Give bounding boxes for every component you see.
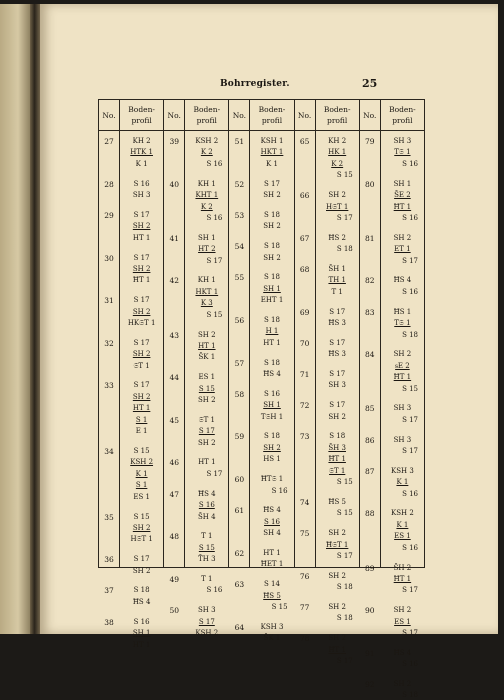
soil-profile-line: SH 2: [393, 350, 412, 359]
soil-profile-line: K 1: [266, 159, 278, 168]
soil-profile-line: S 17: [133, 253, 150, 262]
soil-profile-column: [250, 131, 293, 643]
soil-profile-line: SH 2: [132, 264, 151, 273]
soil-profile-line: K 3: [200, 299, 213, 308]
header-no: No.: [294, 100, 315, 131]
soil-profile-line: ĦS 5: [328, 497, 346, 506]
bore-number-column: [99, 131, 119, 627]
soil-profile-line: S 15: [336, 509, 353, 518]
bore-number: 79: [365, 137, 375, 146]
soil-profile-line: KH 1: [197, 179, 216, 188]
bore-number: 68: [299, 264, 310, 274]
soil-profile-line: SH 1: [393, 179, 412, 188]
bore-number: 84: [365, 350, 375, 360]
soil-profile-line: S 15: [198, 543, 215, 552]
soil-profile-line: K 1: [396, 478, 409, 487]
soil-profile-line: S 1: [135, 481, 148, 490]
soil-profile-line: T 1: [331, 287, 343, 296]
soil-profile-line: K 2: [200, 202, 213, 211]
bore-number: 42: [169, 276, 179, 286]
soil-profile-line: S 14: [264, 580, 280, 589]
soil-profile-line: HT 2: [198, 245, 216, 254]
soil-profile-line: S 16: [402, 543, 418, 552]
soil-profile-line: SH 2: [328, 571, 346, 580]
header-no: No.: [359, 100, 380, 131]
soil-profile-line: S 17: [336, 657, 353, 666]
soil-profile-line: KH 2: [132, 137, 151, 145]
bore-number: 34: [104, 447, 114, 456]
bore-number: 75: [299, 529, 310, 539]
soil-profile-line: T𝔖H 1: [260, 412, 284, 421]
facing-page-edge: [0, 4, 30, 634]
bore-number: 28: [104, 179, 114, 189]
soil-profile-line: HS 1: [263, 455, 281, 464]
soil-profile-line: SH 2: [198, 438, 216, 447]
soil-profile-line: S 17: [133, 381, 150, 390]
bore-number: 82: [365, 276, 375, 286]
header-bodenprofil: Boden- profil: [315, 100, 359, 131]
soil-profile-line: S 17: [133, 296, 150, 305]
soil-profile-line: ĦS 4: [198, 489, 216, 498]
soil-profile-line: S 17: [402, 586, 418, 595]
soil-profile-line: SH 2: [132, 350, 151, 359]
soil-profile-line: SH 2: [132, 524, 151, 532]
soil-profile-line: ĦS 4: [393, 276, 412, 285]
bore-number: 44: [169, 373, 179, 383]
soil-profile-line: SH 3: [393, 435, 412, 444]
soil-profile-line: ET 1: [394, 245, 411, 254]
soil-profile-line: S 18: [264, 432, 280, 441]
bore-number: 88: [365, 509, 375, 519]
running-head: Bohrregister.: [220, 79, 290, 89]
soil-profile-line: S 16: [264, 517, 280, 526]
soil-profile-line: S 17: [402, 447, 418, 455]
bore-number: 54: [234, 242, 245, 252]
bore-number: 43: [169, 330, 179, 340]
soil-profile-line: S̄E 2: [394, 191, 411, 200]
bore-number: 85: [365, 404, 375, 414]
bore-number: 60: [234, 475, 245, 485]
soil-profile-line: S 16: [271, 486, 288, 495]
soil-profile-line: S 15: [336, 171, 353, 180]
soil-profile-line: S 17: [206, 256, 223, 265]
bore-number: 46: [169, 458, 179, 468]
soil-profile-line: K 1: [396, 520, 409, 529]
bore-number: 55: [234, 273, 245, 283]
soil-profile-line: S 17: [329, 338, 346, 347]
soil-profile-line: KSH 3: [260, 622, 284, 631]
soil-profile-line: S 17: [402, 256, 418, 265]
soil-profile-line: S 17: [133, 555, 150, 564]
soil-profile-line: K 2: [331, 159, 344, 168]
soil-profile-line: HKT 1: [195, 287, 219, 296]
soil-profile-line: S 16: [402, 287, 418, 296]
soil-profile-line: KSH 2: [391, 509, 414, 518]
soil-profile-line: S 16: [402, 660, 418, 669]
bore-number: 50: [169, 606, 179, 616]
soil-profile-line: E 1: [135, 427, 148, 436]
soil-profile-line: S 17: [264, 179, 280, 188]
soil-profile-line: ES 1: [394, 617, 411, 626]
soil-profile-line: HTK 1: [130, 148, 153, 157]
soil-profile-line: S 17: [329, 307, 346, 316]
soil-profile-line: KHT 1: [195, 191, 219, 200]
soil-profile-line: KSH 2: [130, 458, 154, 467]
soil-profile-line: SH 3: [328, 381, 346, 390]
soil-profile-line: KH 2: [328, 137, 347, 145]
bore-number: 51: [234, 137, 245, 146]
bore-number-column: [360, 131, 380, 689]
soil-profile-line: ĦS 3: [328, 319, 346, 328]
soil-profile-line: ĦT 1: [393, 574, 412, 583]
soil-profile-line: HKT 1: [260, 148, 284, 157]
bore-number: 35: [104, 512, 114, 522]
soil-profile-line: ĦS 4: [263, 506, 281, 515]
soil-profile-line: S 18: [264, 273, 280, 282]
soil-profile-line: S 17: [198, 617, 215, 626]
soil-profile-line: ES 1: [198, 373, 216, 382]
soil-profile-line: SH 2: [198, 330, 216, 339]
bore-number: 90: [365, 606, 375, 616]
soil-profile-line: ĦS 4: [393, 648, 412, 657]
header-bodenprofil: Boden- profil: [250, 100, 294, 131]
soil-profile-line: SH 2: [393, 233, 412, 242]
bore-number: 38: [104, 617, 114, 627]
soil-profile-line: S 17: [198, 427, 215, 436]
soil-profile-line: S̄H 4: [198, 512, 216, 521]
soil-profile-line: SH 2: [393, 606, 412, 615]
bore-number: 39: [169, 137, 179, 146]
soil-profile-column: [381, 131, 424, 700]
soil-profile-line: HT 1: [198, 458, 216, 467]
soil-profile-line: S 16: [133, 617, 150, 626]
soil-profile-line: SH 2: [132, 392, 151, 401]
soil-profile-line: T̄H 3: [198, 555, 216, 564]
soil-profile-line: T 1: [201, 532, 213, 541]
soil-profile-line: SH 4: [263, 529, 281, 538]
soil-profile-column: [316, 131, 359, 666]
table-body-row: [99, 131, 425, 568]
soil-profile-line: ĦS 3: [328, 350, 346, 359]
bore-number: 33: [104, 381, 114, 391]
soil-profile-line: S 15: [133, 512, 150, 521]
soil-profile-line: EHT 1: [260, 296, 284, 305]
soil-profile-line: HT 1: [132, 233, 151, 242]
bore-number: 61: [234, 506, 245, 516]
bore-number: 36: [104, 555, 114, 565]
soil-profile-line: 𝔖T 1: [133, 361, 150, 370]
header-bodenprofil: Boden- profil: [120, 100, 164, 131]
soil-profile-line: ĦS 4: [263, 370, 281, 378]
book-page: [40, 4, 498, 700]
bore-number: 91: [365, 648, 375, 658]
soil-profile-line: S 15: [271, 603, 288, 611]
book-gutter: [30, 4, 40, 634]
soil-profile-line: SH 2: [328, 603, 346, 611]
soil-profile-line: HT 1: [132, 404, 151, 413]
soil-profile-line: S 17: [133, 210, 150, 219]
bore-number: 67: [299, 233, 310, 243]
soil-profile-line: S 16: [206, 214, 223, 222]
soil-profile-line: S 18: [264, 242, 280, 251]
soil-profile-line: ĦS 4: [132, 597, 151, 606]
soil-profile-line: S 15: [133, 447, 150, 455]
soil-profile-line: KSH 1: [260, 137, 284, 145]
soil-profile-line: S 15: [336, 478, 353, 487]
soil-profile-line: KSH 2: [195, 629, 219, 638]
soil-profile-line: SH 3: [393, 404, 412, 413]
soil-profile-line: S 16: [402, 489, 418, 498]
soil-profile-line: HK 1: [328, 148, 347, 157]
soil-profile-line: K 2: [200, 148, 213, 157]
soil-profile-line: S 17: [206, 469, 223, 478]
soil-profile-line: SH 2: [328, 634, 346, 643]
soil-profile-line: ĦS 5: [263, 591, 281, 600]
soil-profile-line: S 15: [198, 384, 215, 393]
bore-number: 73: [299, 432, 310, 442]
soil-profile-line: SH 1: [132, 629, 151, 638]
soil-profile-line: SH 2: [132, 566, 151, 575]
soil-profile-line: HK𝔖T 1: [127, 319, 156, 328]
soil-profile-line: S 1: [135, 415, 148, 424]
soil-profile-line: S 16: [133, 179, 150, 188]
bore-number: 86: [365, 435, 375, 445]
soil-profile-line: KSH 2: [195, 137, 219, 145]
bore-number: 27: [104, 137, 114, 146]
soil-profile-line: ᵴE 2: [395, 361, 410, 370]
bore-number: 31: [104, 296, 114, 306]
soil-profile-line: S 16: [206, 586, 223, 595]
bore-number: 72: [299, 401, 310, 411]
soil-profile-line: S̄H 2: [393, 563, 412, 572]
bore-number: 66: [299, 191, 310, 201]
soil-profile-line: S 15: [206, 310, 223, 319]
bore-number: 49: [169, 574, 179, 584]
soil-profile-column: [120, 131, 163, 649]
soil-profile-line: HT 1: [263, 548, 281, 557]
soil-profile-column: [185, 131, 228, 638]
bore-number: 57: [234, 358, 245, 368]
header-no: No.: [99, 100, 120, 131]
soil-profile-line: SH 2: [328, 412, 346, 421]
soil-profile-line: S 15: [402, 384, 418, 393]
bore-number: 56: [234, 315, 245, 325]
soil-profile-line: SH 2: [132, 222, 151, 231]
soil-profile-line: H𝔖T 1: [326, 202, 349, 211]
soil-profile-line: S 16: [206, 159, 223, 168]
soil-profile-line: S 17: [329, 401, 346, 410]
table-header-row: [99, 100, 425, 131]
bore-register-table: [98, 99, 425, 700]
soil-profile-line: ĦT 1: [328, 645, 346, 654]
bore-number: 76: [299, 571, 310, 581]
soil-profile-line: K 1: [135, 469, 148, 478]
bore-number: 87: [365, 466, 375, 476]
bore-number: 77: [299, 603, 310, 612]
soil-profile-line: S 16: [402, 159, 418, 168]
soil-profile-line: SH 2: [198, 396, 216, 405]
soil-profile-line: ĦT𝔖 1: [260, 475, 284, 484]
soil-profile-line: S 17: [336, 552, 353, 561]
soil-profile-line: T𝔖 1: [394, 148, 411, 157]
soil-profile-line: TH 1: [328, 276, 346, 285]
soil-profile-line: HT 1: [198, 341, 216, 350]
soil-profile-line: S 18: [336, 583, 353, 592]
soil-profile-line: S̄H 1: [328, 264, 346, 273]
soil-profile-line: S 18: [264, 358, 280, 367]
soil-profile-line: S 17: [402, 629, 418, 638]
bore-number: 69: [299, 307, 310, 317]
soil-profile-line: S 17: [329, 370, 346, 378]
soil-profile-line: S 18: [264, 315, 280, 324]
bore-number: 92: [365, 680, 375, 689]
soil-profile-line: SH 2: [263, 222, 281, 231]
soil-profile-line: 𝔖T 1: [329, 466, 346, 475]
bore-number: 47: [169, 489, 179, 499]
soil-profile-line: HT 1: [263, 338, 281, 347]
soil-profile-line: S 18: [336, 614, 353, 623]
soil-profile-line: SH 1: [263, 284, 281, 293]
bore-number: 71: [299, 370, 310, 379]
soil-profile-line: S 18: [402, 691, 418, 700]
bore-number: 53: [234, 210, 245, 220]
soil-profile-line: SH 1: [198, 233, 216, 242]
bore-number: 29: [104, 210, 114, 220]
soil-profile-line: KH 1: [197, 276, 216, 285]
soil-profile-line: S 17: [133, 338, 150, 347]
soil-profile-line: SH 2: [263, 443, 281, 452]
soil-profile-line: H 1: [265, 327, 279, 336]
bore-number: 41: [169, 233, 179, 243]
soil-profile-line: ES 1: [133, 492, 150, 501]
soil-profile-line: SH 2: [393, 680, 412, 688]
soil-profile-line: S 17: [336, 214, 353, 222]
soil-profile-line: S 18: [336, 245, 353, 254]
soil-profile-line: H𝔖T 1: [130, 535, 153, 544]
bore-number: 32: [104, 338, 114, 348]
soil-profile-line: SH 2: [263, 253, 281, 262]
soil-profile-line: S 16: [402, 214, 418, 222]
bore-number-column: [295, 131, 315, 644]
soil-profile-line: SH 1: [263, 401, 281, 410]
bore-number: 58: [234, 389, 245, 399]
bore-number: 45: [169, 415, 179, 425]
soil-profile-line: SH 3: [132, 191, 151, 200]
bore-number: 83: [365, 307, 375, 317]
header-bodenprofil: Boden- profil: [380, 100, 424, 131]
soil-profile-line: HT 1: [132, 640, 151, 649]
soil-profile-line: Ħ𝔖T 1: [326, 540, 349, 549]
soil-profile-line: ĦS 1: [393, 307, 412, 316]
soil-profile-line: S 16: [198, 501, 215, 510]
soil-profile-line: S 18: [402, 330, 418, 339]
bore-number: 52: [234, 179, 245, 189]
bore-number: 80: [365, 179, 375, 189]
soil-profile-line: S̄K 1: [263, 634, 281, 643]
bore-number: 48: [169, 532, 179, 542]
bore-number: 59: [234, 432, 245, 442]
page-number: 25: [362, 77, 378, 90]
bore-number-column: [164, 131, 184, 616]
header-bodenprofil: Boden- profil: [185, 100, 229, 131]
bore-number: 89: [365, 563, 375, 573]
soil-profile-line: SH 2: [263, 191, 281, 200]
soil-profile-line: T𝔖 1: [394, 319, 411, 328]
soil-profile-line: T 1: [201, 574, 213, 583]
soil-profile-line: ĦET 1: [260, 560, 284, 569]
bore-number: 74: [299, 497, 310, 507]
bore-number: 40: [169, 179, 179, 189]
bore-number: 70: [299, 338, 310, 348]
bore-number: 64: [234, 622, 245, 632]
bore-number: 62: [234, 548, 245, 558]
soil-profile-line: SH 2: [328, 191, 346, 200]
bore-number: 37: [104, 586, 114, 596]
soil-profile-line: ES 1: [394, 532, 411, 541]
bore-number: 78: [299, 634, 310, 644]
bore-number: 63: [234, 580, 245, 590]
soil-profile-line: K 1: [135, 159, 148, 168]
bore-number: 65: [299, 137, 310, 146]
soil-profile-line: S 18: [133, 586, 150, 595]
soil-profile-line: SH 3: [198, 606, 216, 615]
soil-profile-line: SH 3: [393, 137, 412, 145]
soil-profile-line: ĦT 1: [393, 202, 412, 211]
soil-profile-line: S̄H 3: [328, 443, 346, 452]
bore-number: 30: [104, 253, 114, 263]
soil-profile-line: SH 2: [132, 307, 151, 316]
soil-profile-line: S 18: [264, 210, 280, 219]
header-no: No.: [229, 100, 250, 131]
soil-profile-line: ĦS 2: [328, 233, 346, 242]
soil-profile-line: 𝔖T 1: [198, 415, 215, 424]
bore-number-column: [229, 131, 249, 632]
soil-profile-line: ĦT 1: [328, 455, 346, 464]
soil-profile-line: S̄K 1: [198, 353, 216, 362]
soil-profile-line: ĦT 1: [132, 276, 151, 285]
soil-profile-line: S 17: [402, 415, 418, 424]
soil-profile-line: S 18: [329, 432, 346, 441]
bore-number: 81: [365, 233, 375, 243]
soil-profile-line: SH 2: [328, 529, 346, 538]
header-no: No.: [164, 100, 185, 131]
soil-profile-line: KSH 3: [391, 466, 414, 475]
soil-profile-line: S 16: [264, 389, 280, 398]
soil-profile-line: ĦT 1: [393, 373, 412, 382]
